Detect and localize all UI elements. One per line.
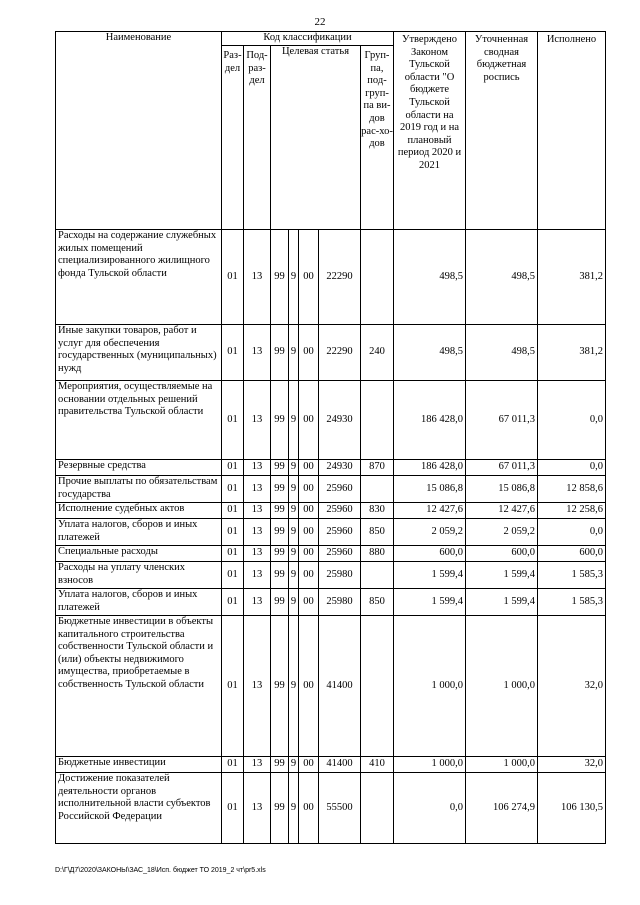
row-target-1: 99 — [271, 519, 289, 546]
row-revised: 498,5 — [466, 230, 538, 325]
row-approved: 12 427,6 — [394, 503, 466, 519]
row-executed: 0,0 — [538, 381, 606, 460]
row-executed: 32,0 — [538, 757, 606, 773]
row-target-4: 25980 — [319, 562, 361, 589]
row-section: 01 — [222, 460, 244, 476]
row-revised: 600,0 — [466, 546, 538, 562]
row-section: 01 — [222, 503, 244, 519]
row-target-1: 99 — [271, 616, 289, 757]
row-target-1: 99 — [271, 546, 289, 562]
row-approved: 186 428,0 — [394, 381, 466, 460]
row-expense-group — [361, 381, 394, 460]
row-target-1: 99 — [271, 589, 289, 616]
row-target-3: 00 — [299, 757, 319, 773]
row-name: Бюджетные инвестиции — [56, 757, 222, 773]
row-executed: 600,0 — [538, 546, 606, 562]
row-approved: 1 000,0 — [394, 757, 466, 773]
row-executed: 12 858,6 — [538, 476, 606, 503]
row-target-3: 00 — [299, 503, 319, 519]
header-section: Раз-дел — [222, 46, 244, 230]
row-target-4: 25960 — [319, 519, 361, 546]
file-path-footer: D:\Г\Д7\2020\ЗАКОНЫ\ЗАС_18\Исп. бюджет ТО 2019_2 чт\pr5.xls — [55, 867, 266, 874]
row-executed: 12 258,6 — [538, 503, 606, 519]
row-target-4: 25960 — [319, 503, 361, 519]
row-approved: 15 086,8 — [394, 476, 466, 503]
row-target-1: 99 — [271, 476, 289, 503]
row-revised: 1 000,0 — [466, 757, 538, 773]
row-revised: 12 427,6 — [466, 503, 538, 519]
row-section: 01 — [222, 757, 244, 773]
row-subsection: 13 — [244, 616, 271, 757]
row-section: 01 — [222, 230, 244, 325]
table-row — [56, 562, 606, 589]
row-expense-group: 410 — [361, 757, 394, 773]
row-approved: 600,0 — [394, 546, 466, 562]
row-subsection: 13 — [244, 757, 271, 773]
header-classification: Код классификации — [222, 32, 394, 46]
header-name: Наименование — [56, 32, 222, 230]
row-target-3: 00 — [299, 325, 319, 381]
row-target-3: 00 — [299, 460, 319, 476]
row-section: 01 — [222, 616, 244, 757]
table-row — [56, 325, 606, 381]
row-target-3: 00 — [299, 476, 319, 503]
table-row — [56, 476, 606, 503]
row-approved: 186 428,0 — [394, 460, 466, 476]
row-executed: 0,0 — [538, 460, 606, 476]
row-target-1: 99 — [271, 503, 289, 519]
row-subsection: 13 — [244, 589, 271, 616]
header-expense-group: Груп-па, под-груп-па ви-дов рас-хо-дов — [361, 46, 394, 230]
row-expense-group — [361, 476, 394, 503]
row-target-3: 00 — [299, 546, 319, 562]
row-target-1: 99 — [271, 230, 289, 325]
row-section: 01 — [222, 546, 244, 562]
header-revised: Уточненная сводная бюджетная роспись — [466, 32, 538, 230]
row-target-4: 25960 — [319, 476, 361, 503]
row-target-1: 99 — [271, 562, 289, 589]
row-name: Расходы на уплату членских взносов — [56, 562, 222, 589]
row-expense-group: 830 — [361, 503, 394, 519]
row-executed: 1 585,3 — [538, 589, 606, 616]
row-target-2: 9 — [289, 562, 299, 589]
row-target-3: 00 — [299, 773, 319, 844]
row-executed: 0,0 — [538, 519, 606, 546]
row-subsection: 13 — [244, 773, 271, 844]
row-approved: 1 000,0 — [394, 616, 466, 757]
row-revised: 1 599,4 — [466, 562, 538, 589]
row-approved: 2 059,2 — [394, 519, 466, 546]
table-row — [56, 503, 606, 519]
row-target-2: 9 — [289, 476, 299, 503]
row-name: Резервные средства — [56, 460, 222, 476]
row-target-4: 25980 — [319, 589, 361, 616]
row-expense-group — [361, 562, 394, 589]
row-target-3: 00 — [299, 519, 319, 546]
row-target-2: 9 — [289, 325, 299, 381]
header-subsection: Под-раз-дел — [244, 46, 271, 230]
header-approved: Утверждено Законом Тульской области "О бюджете Тульской области на 2019 год и на плановый период 2020 и 2021 — [394, 32, 466, 230]
row-executed: 1 585,3 — [538, 562, 606, 589]
row-approved: 498,5 — [394, 230, 466, 325]
row-target-2: 9 — [289, 519, 299, 546]
row-revised: 106 274,9 — [466, 773, 538, 844]
row-target-4: 24930 — [319, 381, 361, 460]
row-name: Уплата налогов, сборов и иных платежей — [56, 589, 222, 616]
page-number: 22 — [314, 16, 326, 28]
row-executed: 381,2 — [538, 325, 606, 381]
row-section: 01 — [222, 589, 244, 616]
row-expense-group — [361, 230, 394, 325]
row-approved: 1 599,4 — [394, 562, 466, 589]
row-target-3: 00 — [299, 230, 319, 325]
row-revised: 1 599,4 — [466, 589, 538, 616]
row-subsection: 13 — [244, 562, 271, 589]
row-subsection: 13 — [244, 460, 271, 476]
row-target-4: 25960 — [319, 546, 361, 562]
row-target-3: 00 — [299, 381, 319, 460]
row-expense-group — [361, 616, 394, 757]
row-target-2: 9 — [289, 230, 299, 325]
table-row — [56, 381, 606, 460]
table-row — [56, 773, 606, 844]
table-body — [56, 230, 606, 844]
table-row — [56, 757, 606, 773]
row-executed: 106 130,5 — [538, 773, 606, 844]
row-name: Специальные расходы — [56, 546, 222, 562]
row-target-2: 9 — [289, 757, 299, 773]
row-expense-group: 880 — [361, 546, 394, 562]
table-row — [56, 589, 606, 616]
row-subsection: 13 — [244, 476, 271, 503]
row-name: Уплата налогов, сборов и иных платежей — [56, 519, 222, 546]
row-revised: 1 000,0 — [466, 616, 538, 757]
row-section: 01 — [222, 519, 244, 546]
row-expense-group: 850 — [361, 519, 394, 546]
row-subsection: 13 — [244, 325, 271, 381]
row-executed: 32,0 — [538, 616, 606, 757]
row-revised: 67 011,3 — [466, 381, 538, 460]
row-target-2: 9 — [289, 589, 299, 616]
row-name: Исполнение судебных актов — [56, 503, 222, 519]
row-target-4: 41400 — [319, 757, 361, 773]
row-target-4: 41400 — [319, 616, 361, 757]
row-target-2: 9 — [289, 460, 299, 476]
row-target-2: 9 — [289, 616, 299, 757]
row-target-4: 22290 — [319, 230, 361, 325]
budget-table — [55, 31, 606, 844]
row-subsection: 13 — [244, 230, 271, 325]
table-row — [56, 546, 606, 562]
row-subsection: 13 — [244, 519, 271, 546]
row-name: Достижение показателей деятельности органов исполнительной власти субъектов Российской Федерации — [56, 773, 222, 844]
row-section: 01 — [222, 562, 244, 589]
row-subsection: 13 — [244, 381, 271, 460]
row-target-3: 00 — [299, 589, 319, 616]
row-target-4: 24930 — [319, 460, 361, 476]
row-revised: 67 011,3 — [466, 460, 538, 476]
header-executed: Исполнено — [538, 32, 606, 230]
row-name: Прочие выплаты по обязательствам государства — [56, 476, 222, 503]
row-revised: 15 086,8 — [466, 476, 538, 503]
row-section: 01 — [222, 773, 244, 844]
row-expense-group: 870 — [361, 460, 394, 476]
row-subsection: 13 — [244, 503, 271, 519]
row-section: 01 — [222, 476, 244, 503]
row-target-3: 00 — [299, 616, 319, 757]
row-target-3: 00 — [299, 562, 319, 589]
row-approved: 498,5 — [394, 325, 466, 381]
row-target-2: 9 — [289, 381, 299, 460]
row-target-1: 99 — [271, 381, 289, 460]
table-row — [56, 616, 606, 757]
row-section: 01 — [222, 381, 244, 460]
row-subsection: 13 — [244, 546, 271, 562]
row-expense-group: 850 — [361, 589, 394, 616]
row-name: Иные закупки товаров, работ и услуг для обеспечения государственных (муниципальных) нужд — [56, 325, 222, 381]
row-revised: 2 059,2 — [466, 519, 538, 546]
row-approved: 0,0 — [394, 773, 466, 844]
table-row — [56, 519, 606, 546]
table-row — [56, 460, 606, 476]
table-row — [56, 230, 606, 325]
row-expense-group: 240 — [361, 325, 394, 381]
header-target-item: Целевая статья — [271, 46, 361, 230]
row-expense-group — [361, 773, 394, 844]
row-target-4: 55500 — [319, 773, 361, 844]
row-target-2: 9 — [289, 546, 299, 562]
row-approved: 1 599,4 — [394, 589, 466, 616]
row-section: 01 — [222, 325, 244, 381]
row-revised: 498,5 — [466, 325, 538, 381]
row-target-4: 22290 — [319, 325, 361, 381]
row-target-2: 9 — [289, 503, 299, 519]
row-name: Расходы на содержание служебных жилых помещений специализированного жилищного фонда Тульской области — [56, 230, 222, 325]
row-target-1: 99 — [271, 460, 289, 476]
row-target-1: 99 — [271, 757, 289, 773]
row-target-1: 99 — [271, 773, 289, 844]
row-executed: 381,2 — [538, 230, 606, 325]
row-name: Бюджетные инвестиции в объекты капитального строительства собственности Тульской области и (или) объекты недвижимого имущества, приобретаемые в собственность Тульской области — [56, 616, 222, 757]
row-target-2: 9 — [289, 773, 299, 844]
row-name: Мероприятия, осуществляемые на основании отдельных решений правительства Тульской области — [56, 381, 222, 460]
row-target-1: 99 — [271, 325, 289, 381]
